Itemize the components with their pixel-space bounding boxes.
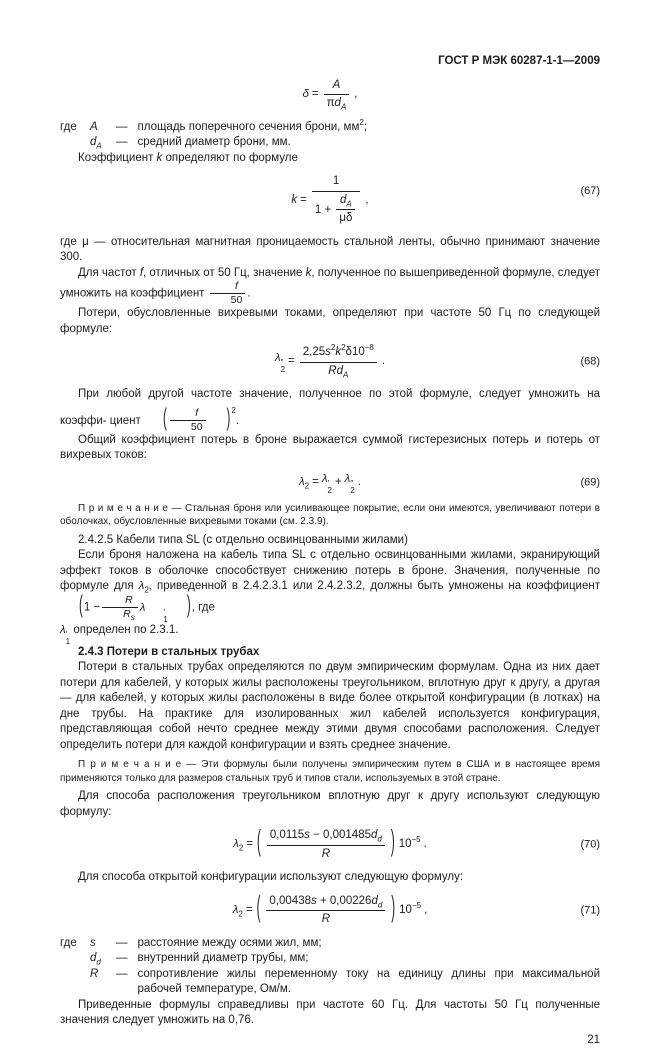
prime: ′ [328,480,332,487]
where-row-dA [60,135,600,151]
formula-68-fraction [300,345,377,379]
denominator-Rs [102,607,138,620]
double-prime: ″ [350,480,354,487]
formula-67-equals: = [300,193,307,209]
formula-71 [60,894,600,928]
subscript-A: A [343,370,348,379]
variable-R: R [123,608,131,620]
numerator-f: f [210,281,246,293]
text: определяют по формуле [162,152,298,164]
inner-numerator [336,193,355,210]
page-number: 21 [60,1033,600,1048]
lambda-2 [299,475,309,491]
where-keyword: где [60,936,90,952]
lambda: λ [140,602,146,614]
formula-67-inner-fraction [336,193,355,227]
formula-69-number: (69) [580,475,600,491]
open-paren: ( [256,825,262,865]
text: При любой другой частоте значение, полученное по этой формуле, следует умножить на коэффи- циент [60,388,600,427]
plus: + [335,475,342,491]
formula-67-numerator: 1 [312,174,361,191]
lambda: λ [233,838,239,850]
text: Для частот [78,267,140,279]
formula-71-denominator: R [266,910,385,928]
close-paren: ) [168,590,192,624]
lambda: λ [345,473,351,485]
variable-f: f [140,267,143,279]
dash: — [116,951,138,967]
inline-fraction-R-Rs [102,595,138,620]
equals: = [312,475,319,491]
formula-68 [60,345,600,379]
where-text-R: сопротивление жилы переменному току на единицу длины при максимальной рабочей температуре, Ом/м. [138,967,601,998]
lambda: λ [139,580,145,592]
power-term [399,903,421,919]
lambda-scripts [145,609,167,623]
formula-68-lhs [275,351,285,373]
note-empirical: П р и м е ч а н и е — Эти формулы были получены эмпирическим путем в США и в настоящее время применяются только для размеров стальных труб и типов стали, используемых в этой стране. [60,758,600,785]
subscript-d: d [96,957,100,966]
term-s: s [90,937,96,949]
variable-k: k [306,267,312,279]
close-paren: ) [390,825,396,865]
squared-exponent: 2 [231,406,235,415]
equals: = [246,837,253,853]
lambda-2 [233,903,243,919]
term-dd [90,951,116,967]
text: Коэффициент [78,152,157,164]
lambda: λ [322,473,328,485]
formula-71-numerator [266,894,385,911]
const: − 0,001485 [310,829,371,841]
sup-2: 2 [331,343,335,352]
text: , где [192,602,215,614]
ten: 10 [399,904,412,916]
subscript-2: 2 [144,586,148,595]
formula-68-numerator [300,345,377,362]
formula-70-numerator [267,828,385,845]
note-armour: П р и м е ч а н и е — Стальная броня или усиливающее покрытие, если они имеются, увеличивают потери в оболочках, обусловленные вихревыми токами (см. 2.3.9). [60,502,600,529]
term-A: A [90,121,98,133]
lambda-scripts [281,359,285,373]
subscript-A: A [346,199,351,208]
variable-s: s [325,346,331,358]
const: 0,0115 [270,829,304,841]
open-paren: ( [144,403,168,437]
open-paren: ( [60,590,84,624]
inline-fraction-f-50 [210,281,246,306]
open-paren: ( [256,890,262,930]
text: , отличных от 50 Гц, значение [143,267,306,279]
dash: — [116,120,138,136]
formula-68-number: (68) [580,354,600,370]
numerator-R: R [102,595,138,607]
lambda: λ [60,624,66,636]
where-list-pipe [60,936,600,998]
where-text-A-end: ; [364,121,367,133]
paragraph-other-frequency [60,387,600,433]
term-R: R [90,968,98,980]
pi-symbol: π [327,97,335,109]
subscript-1: 1 [145,616,167,623]
punct: . [236,415,239,427]
subscript-2: 2 [350,487,354,494]
subscript-2: 2 [281,366,285,373]
paragraph-cradle-intro: Для способа открытой конфигурации используют следующую формулу: [60,870,600,886]
paragraph-lambda1-defined [60,623,600,645]
inline-fraction-f-50 [170,408,206,433]
term-dA [90,135,116,151]
numerator-f: f [170,408,206,420]
variable-R: R [328,365,336,377]
variable-s: s [304,829,310,841]
lambda-prime-1 [140,602,168,614]
ten: 10 [399,838,412,850]
lambda: λ [233,904,239,916]
paragraph-coefficient-k [60,151,600,167]
paragraph-total-loss: Общий коэффициент потерь в броне выражается суммой гистерезисных потерь и потерь от вихревых токов: [60,433,600,464]
formula-69-expression [299,472,361,494]
standard-code: ГОСТ Р МЭК 60287-1-1—2009 [438,55,600,67]
exponent-minus-5: −5 [412,835,421,844]
punct: . [424,837,427,853]
formula-67-denominator [312,191,361,227]
formula-delta-equals: = [312,87,319,103]
where-row-R [60,967,600,998]
lambda-scripts [328,480,332,494]
formula-delta [60,78,600,112]
formula-70-denominator: R [267,845,385,863]
subscript-A: A [96,141,101,150]
section-2-4-3-heading: 2.4.3 Потери в стальных трубах [60,645,600,661]
punct: . [358,475,361,491]
where-text-dd: внутренний диаметр трубы, мм; [138,951,601,967]
where-text-A-main: площадь поперечного сечения брони, мм [138,121,360,133]
page-header [60,54,600,70]
where-text-dA: средний диаметр брони, мм. [138,135,601,151]
formula-68-punct: . [382,354,385,370]
formula-71-number: (71) [580,903,600,919]
paragraph-steel-pipes: Потери в стальных трубах определяются по двум эмпирическим формулам. Одна из них дает потери для кабелей, у которых жилы расположены треугольником, вплотную друг к другу, а другая — для кабелей, у которых жилы расположены в виде более открытой конфигурации (в лотках) на дне трубы. На практике для изолированных жил кабелей используется конфигурация, представляющая собой нечто среднее между этими двумя способами расположения. Следует определить потери для каждой конфигурации и взять среднее значение. [60,660,600,753]
sup-2: 2 [341,343,345,352]
delta-ten: δ10 [346,346,365,358]
formula-70 [60,828,600,862]
subscript-2: 2 [328,487,332,494]
where-row-A [60,120,600,136]
formula-71-expression [233,894,428,928]
formula-70-expression [233,828,427,862]
variable-s: s [311,895,317,907]
formula-69 [60,472,600,494]
subscript-d: d [377,834,381,843]
variable-d: d [335,97,341,109]
double-prime: ″ [281,359,285,366]
lambda-prime-2 [322,472,332,494]
variable-d: d [337,365,343,377]
dash: — [116,967,138,998]
prime: ′ [66,631,70,638]
subscript-2: 2 [239,844,243,853]
formula-70-fraction [267,828,385,862]
lambda-prime-1 [60,624,70,636]
where-text-A-sup: 2 [359,118,363,127]
lambda: λ [299,476,305,488]
formula-delta-fraction [324,78,350,112]
text: определен по 2.3.1. [70,624,178,636]
paragraph-trefoil-intro: Для способа расположения треугольником вплотную друг к другу используют следующую формулу: [60,789,600,820]
section-2-4-2-5-heading: 2.4.2.5 Кабели типа SL (с отдельно освинцованными жилами) [60,533,600,549]
paragraph-frequency-correction: Приведенные формулы справедливы при частоте 60 Гц. Для частоты 50 Гц полученные значения следует умножить на 0,76. [60,998,600,1029]
where-keyword: где [60,120,90,136]
where-list-armour [60,120,600,151]
variable-d: d [340,194,346,206]
subscript-2: 2 [238,909,242,918]
subscript-1: 1 [66,638,70,645]
const: + 0,00226 [317,895,372,907]
formula-67-lhs: k [291,193,297,209]
lambda-scripts [350,480,354,494]
equals: = [246,903,253,919]
variable-k: k [335,346,341,358]
formula-delta-punct: , [354,87,357,103]
paragraph-sl-cables [60,548,600,622]
formula-67-number: (67) [580,184,600,200]
variable-d: d [371,829,377,841]
formula-delta-denominator [324,94,350,112]
paragraph-eddy-intro: Потери, обусловленные вихревыми токами, определяют при частоте 50 Гц по следующей формуле: [60,306,600,337]
where-row-dd [60,951,600,967]
subscript-2: 2 [305,482,309,491]
denominator-50: 50 [170,420,206,433]
text: , полученное по вышеприведенной формуле, следует умножить на коэффициент [60,267,600,300]
text: Если броня наложена на кабель типа SL с отдельно освинцованными жилами, экранирующий эффект токов в оболочке способствует снижению потерь в броне. Значения, полученные по формуле для [60,549,600,592]
variable-d: d [371,895,377,907]
where-row-s [60,936,600,952]
subscript-A: A [341,102,346,111]
prime: ′ [145,609,167,616]
lambda: λ [275,352,281,364]
variable-k: k [157,152,163,164]
formula-71-fraction [266,894,385,928]
den-constant: 1 + [315,204,331,216]
formula-68-expression [275,345,385,379]
variable-d: d [90,952,96,964]
formula-67-expression [291,174,368,227]
exponent-minus-5: −5 [412,901,421,910]
formula-67 [60,174,600,227]
paragraph-frequency [60,266,600,307]
text: , приведенной в 2.4.2.3.1 или 2.4.2.3.2, должны быть умножены на коэффициент [149,580,600,592]
formula-67-fraction [312,174,361,227]
where-text-A [138,120,601,136]
formula-delta-lhs: δ [303,87,309,103]
one-minus: 1 − [84,602,100,614]
punct: , [424,903,427,919]
subscript-s: s [131,613,135,622]
lambda-2 [139,580,149,592]
formula-delta-numerator: A [333,79,341,91]
denominator-50: 50 [210,293,246,306]
paragraph-mu: где μ — относительная магнитная проницаемость стальной ленты, обычно принимают значение 300. [60,235,600,266]
formula-67-punct: , [365,193,368,209]
const: 0,00438 [269,895,311,907]
formula-70-number: (70) [580,837,600,853]
formula-68-equals: = [288,354,295,370]
variable-d: d [90,136,96,148]
close-paren: ) [390,890,396,930]
power-term [399,837,421,853]
lambda-2 [233,837,243,853]
dash: — [116,936,138,952]
formula-68-denominator [300,362,377,380]
inner-denominator: μδ [336,209,355,227]
dash: — [116,135,138,151]
const: 2,25 [303,346,325,358]
punct: . [247,288,250,300]
formula-delta-expression [303,78,358,112]
lambda-dprime-2 [345,472,355,494]
where-text-s: расстояние между осями жил, мм; [138,936,601,952]
close-paren: ) [208,403,232,437]
sup-minus-8: −8 [365,343,374,352]
subscript-d: d [378,900,382,909]
